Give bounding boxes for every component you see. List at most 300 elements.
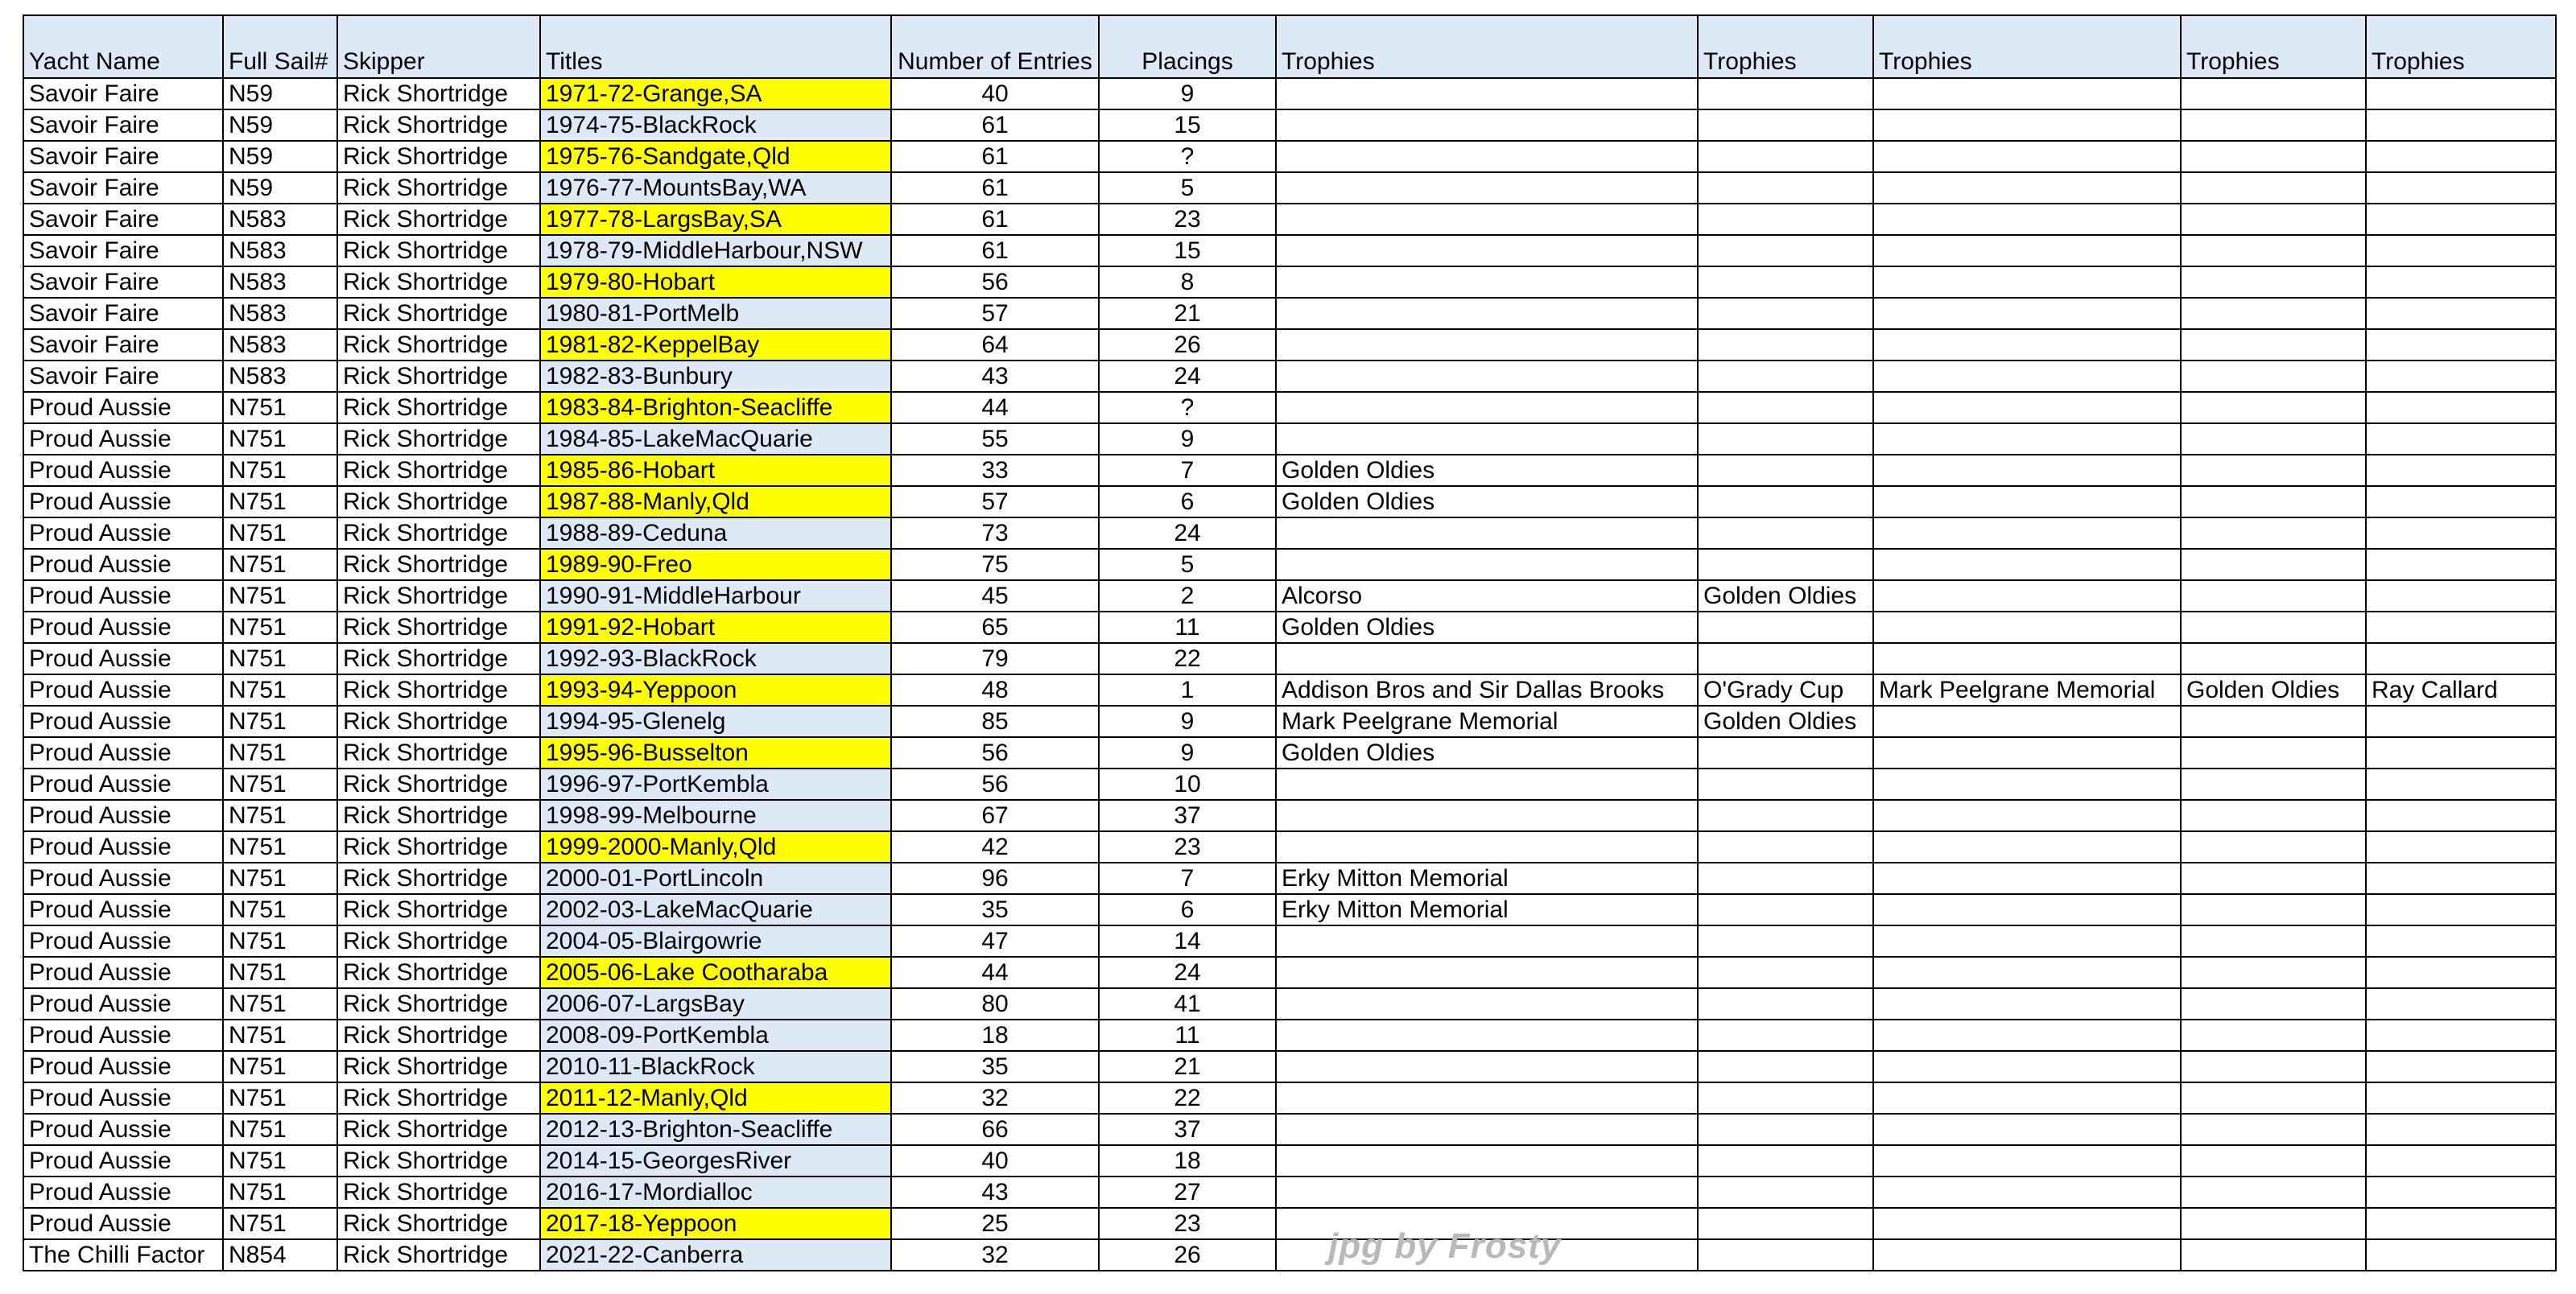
cell-title: 2021-22-Canberra	[540, 1239, 891, 1271]
cell-trophy-5	[2366, 1020, 2556, 1051]
cell-trophy-5	[2366, 141, 2556, 172]
cell-trophy-5	[2366, 863, 2556, 894]
cell-trophy-5	[2366, 204, 2556, 235]
cell-skipper: Rick Shortridge	[337, 172, 540, 204]
cell-entries: 85	[891, 706, 1099, 737]
cell-trophy-3	[1873, 329, 2181, 361]
cell-skipper: Rick Shortridge	[337, 612, 540, 643]
cell-entries: 57	[891, 486, 1099, 517]
cell-title: 1980-81-PortMelb	[540, 298, 891, 329]
cell-trophy-1	[1276, 204, 1698, 235]
cell-trophy-4	[2181, 455, 2366, 486]
table-row	[23, 1051, 2556, 1082]
cell-full-sail: N751	[223, 486, 337, 517]
cell-trophy-1	[1276, 800, 1698, 831]
cell-yacht-name: Proud Aussie	[23, 517, 223, 549]
cell-skipper: Rick Shortridge	[337, 737, 540, 769]
cell-entries: 44	[891, 392, 1099, 423]
table-row	[23, 643, 2556, 674]
cell-yacht-name: Savoir Faire	[23, 78, 223, 109]
cell-full-sail: N751	[223, 580, 337, 612]
header-row	[23, 15, 2556, 78]
cell-entries: 79	[891, 643, 1099, 674]
cell-trophy-5	[2366, 172, 2556, 204]
cell-trophy-1: Addison Bros and Sir Dallas Brooks	[1276, 674, 1698, 706]
cell-entries: 73	[891, 517, 1099, 549]
cell-yacht-name: Proud Aussie	[23, 1145, 223, 1177]
cell-full-sail: N751	[223, 863, 337, 894]
cell-trophy-4	[2181, 1177, 2366, 1208]
cell-title: 2000-01-PortLincoln	[540, 863, 891, 894]
cell-yacht-name: Savoir Faire	[23, 204, 223, 235]
cell-trophy-3	[1873, 706, 2181, 737]
table-row	[23, 863, 2556, 894]
table-row	[23, 706, 2556, 737]
cell-trophy-4	[2181, 580, 2366, 612]
cell-entries: 32	[891, 1239, 1099, 1271]
cell-title: 2010-11-BlackRock	[540, 1051, 891, 1082]
cell-trophy-5	[2366, 988, 2556, 1020]
table-row	[23, 486, 2556, 517]
cell-trophy-2	[1698, 612, 1873, 643]
cell-trophy-4	[2181, 109, 2366, 141]
cell-trophy-5	[2366, 706, 2556, 737]
cell-full-sail: N751	[223, 1051, 337, 1082]
cell-yacht-name: Proud Aussie	[23, 863, 223, 894]
cell-trophy-3	[1873, 1208, 2181, 1239]
cell-title: 2011-12-Manly,Qld	[540, 1082, 891, 1114]
cell-placing: 24	[1099, 517, 1276, 549]
cell-placing: 14	[1099, 925, 1276, 957]
cell-entries: 35	[891, 1051, 1099, 1082]
table-row	[23, 361, 2556, 392]
cell-full-sail: N751	[223, 957, 337, 988]
cell-yacht-name: Savoir Faire	[23, 266, 223, 298]
cell-title: 1978-79-MiddleHarbour,NSW	[540, 235, 891, 266]
cell-title: 1987-88-Manly,Qld	[540, 486, 891, 517]
cell-title: 2004-05-Blairgowrie	[540, 925, 891, 957]
cell-placing: 9	[1099, 706, 1276, 737]
cell-trophy-2	[1698, 361, 1873, 392]
cell-yacht-name: Proud Aussie	[23, 769, 223, 800]
watermark: jpg by Frosty	[1328, 1226, 1562, 1266]
cell-full-sail: N854	[223, 1239, 337, 1271]
cell-trophy-2	[1698, 549, 1873, 580]
cell-full-sail: N59	[223, 109, 337, 141]
cell-trophy-2	[1698, 204, 1873, 235]
cell-title: 1974-75-BlackRock	[540, 109, 891, 141]
cell-title: 1981-82-KeppelBay	[540, 329, 891, 361]
cell-full-sail: N583	[223, 329, 337, 361]
table-row	[23, 109, 2556, 141]
cell-title: 1999-2000-Manly,Qld	[540, 831, 891, 863]
cell-yacht-name: Proud Aussie	[23, 1082, 223, 1114]
cell-entries: 43	[891, 361, 1099, 392]
cell-trophy-2: O'Grady Cup	[1698, 674, 1873, 706]
cell-trophy-3	[1873, 1177, 2181, 1208]
cell-trophy-4	[2181, 737, 2366, 769]
cell-trophy-1	[1276, 298, 1698, 329]
cell-trophy-3	[1873, 1051, 2181, 1082]
cell-trophy-3	[1873, 204, 2181, 235]
cell-trophy-1: Erky Mitton Memorial	[1276, 894, 1698, 925]
cell-yacht-name: Proud Aussie	[23, 1208, 223, 1239]
cell-yacht-name: Proud Aussie	[23, 643, 223, 674]
cell-skipper: Rick Shortridge	[337, 392, 540, 423]
cell-skipper: Rick Shortridge	[337, 1051, 540, 1082]
cell-placing: 15	[1099, 235, 1276, 266]
cell-entries: 56	[891, 769, 1099, 800]
cell-title: 1984-85-LakeMacQuarie	[540, 423, 891, 455]
cell-yacht-name: Savoir Faire	[23, 141, 223, 172]
cell-entries: 43	[891, 1177, 1099, 1208]
cell-skipper: Rick Shortridge	[337, 988, 540, 1020]
cell-trophy-1: Erky Mitton Memorial	[1276, 863, 1698, 894]
cell-trophy-2	[1698, 894, 1873, 925]
table-row	[23, 423, 2556, 455]
cell-trophy-1	[1276, 769, 1698, 800]
cell-trophy-5	[2366, 1208, 2556, 1239]
cell-trophy-5	[2366, 517, 2556, 549]
cell-yacht-name: Proud Aussie	[23, 831, 223, 863]
cell-full-sail: N751	[223, 925, 337, 957]
cell-entries: 40	[891, 78, 1099, 109]
table-row	[23, 517, 2556, 549]
cell-title: 1971-72-Grange,SA	[540, 78, 891, 109]
cell-placing: 9	[1099, 423, 1276, 455]
table-row	[23, 674, 2556, 706]
cell-trophy-2: Golden Oldies	[1698, 706, 1873, 737]
cell-placing: 21	[1099, 298, 1276, 329]
cell-trophy-1: Golden Oldies	[1276, 486, 1698, 517]
cell-placing: 26	[1099, 1239, 1276, 1271]
cell-title: 1983-84-Brighton-Seacliffe	[540, 392, 891, 423]
cell-title: 2014-15-GeorgesRiver	[540, 1145, 891, 1177]
cell-trophy-2	[1698, 172, 1873, 204]
cell-entries: 18	[891, 1020, 1099, 1051]
cell-placing: 8	[1099, 266, 1276, 298]
header-skipper: Skipper	[337, 15, 540, 78]
table-row	[23, 988, 2556, 1020]
cell-trophy-5	[2366, 1082, 2556, 1114]
cell-trophy-3	[1873, 172, 2181, 204]
table-row	[23, 894, 2556, 925]
cell-full-sail: N751	[223, 831, 337, 863]
cell-full-sail: N751	[223, 455, 337, 486]
cell-full-sail: N751	[223, 517, 337, 549]
cell-trophy-4	[2181, 769, 2366, 800]
table-row	[23, 392, 2556, 423]
cell-placing: 9	[1099, 78, 1276, 109]
cell-placing: 27	[1099, 1177, 1276, 1208]
cell-trophy-2: Golden Oldies	[1698, 580, 1873, 612]
table-row	[23, 1082, 2556, 1114]
cell-full-sail: N751	[223, 988, 337, 1020]
cell-trophy-3	[1873, 580, 2181, 612]
cell-skipper: Rick Shortridge	[337, 109, 540, 141]
cell-trophy-1	[1276, 1051, 1698, 1082]
cell-trophy-1: Alcorso	[1276, 580, 1698, 612]
cell-trophy-4	[2181, 517, 2366, 549]
cell-trophy-2	[1698, 1020, 1873, 1051]
table-row	[23, 737, 2556, 769]
cell-placing: ?	[1099, 392, 1276, 423]
cell-trophy-1	[1276, 109, 1698, 141]
cell-skipper: Rick Shortridge	[337, 1145, 540, 1177]
cell-title: 1976-77-MountsBay,WA	[540, 172, 891, 204]
cell-full-sail: N583	[223, 235, 337, 266]
header-placings: Placings	[1099, 15, 1276, 78]
cell-trophy-3	[1873, 266, 2181, 298]
cell-placing: 6	[1099, 894, 1276, 925]
cell-trophy-3	[1873, 361, 2181, 392]
cell-skipper: Rick Shortridge	[337, 863, 540, 894]
cell-trophy-1	[1276, 643, 1698, 674]
cell-entries: 40	[891, 1145, 1099, 1177]
cell-skipper: Rick Shortridge	[337, 1082, 540, 1114]
cell-trophy-2	[1698, 769, 1873, 800]
cell-trophy-1	[1276, 1082, 1698, 1114]
cell-full-sail: N59	[223, 172, 337, 204]
header-titles: Titles	[540, 15, 891, 78]
cell-trophy-3	[1873, 831, 2181, 863]
cell-trophy-4	[2181, 800, 2366, 831]
cell-trophy-3	[1873, 612, 2181, 643]
cell-trophy-2	[1698, 1239, 1873, 1271]
cell-placing: 24	[1099, 957, 1276, 988]
cell-trophy-4: Golden Oldies	[2181, 674, 2366, 706]
cell-entries: 48	[891, 674, 1099, 706]
cell-entries: 64	[891, 329, 1099, 361]
cell-trophy-1	[1276, 549, 1698, 580]
cell-yacht-name: Proud Aussie	[23, 392, 223, 423]
cell-trophy-3	[1873, 769, 2181, 800]
table-row	[23, 1239, 2556, 1271]
cell-trophy-5	[2366, 957, 2556, 988]
cell-placing: 11	[1099, 1020, 1276, 1051]
cell-yacht-name: Proud Aussie	[23, 988, 223, 1020]
cell-trophy-1	[1276, 1145, 1698, 1177]
cell-yacht-name: The Chilli Factor	[23, 1239, 223, 1271]
cell-trophy-3	[1873, 957, 2181, 988]
cell-yacht-name: Proud Aussie	[23, 925, 223, 957]
cell-full-sail: N751	[223, 549, 337, 580]
cell-trophy-4	[2181, 204, 2366, 235]
cell-trophy-4	[2181, 1208, 2366, 1239]
cell-trophy-5	[2366, 486, 2556, 517]
cell-trophy-5	[2366, 737, 2556, 769]
cell-trophy-3	[1873, 423, 2181, 455]
cell-placing: 37	[1099, 800, 1276, 831]
cell-trophy-3	[1873, 1082, 2181, 1114]
cell-trophy-2	[1698, 1051, 1873, 1082]
cell-full-sail: N751	[223, 1177, 337, 1208]
table-row	[23, 1145, 2556, 1177]
cell-full-sail: N751	[223, 769, 337, 800]
cell-skipper: Rick Shortridge	[337, 423, 540, 455]
cell-trophy-5	[2366, 423, 2556, 455]
cell-trophy-3	[1873, 298, 2181, 329]
cell-trophy-5	[2366, 831, 2556, 863]
header-number-of-entries: Number of Entries	[891, 15, 1099, 78]
cell-trophy-3	[1873, 643, 2181, 674]
cell-trophy-5	[2366, 1051, 2556, 1082]
cell-yacht-name: Proud Aussie	[23, 1051, 223, 1082]
cell-trophy-5	[2366, 78, 2556, 109]
cell-trophy-5	[2366, 549, 2556, 580]
cell-skipper: Rick Shortridge	[337, 925, 540, 957]
cell-trophy-2	[1698, 1208, 1873, 1239]
cell-trophy-2	[1698, 1114, 1873, 1145]
cell-trophy-2	[1698, 1082, 1873, 1114]
cell-trophy-3	[1873, 549, 2181, 580]
cell-trophy-5: Ray Callard	[2366, 674, 2556, 706]
cell-trophy-5	[2366, 612, 2556, 643]
cell-trophy-4	[2181, 266, 2366, 298]
cell-trophy-5	[2366, 266, 2556, 298]
table-row	[23, 172, 2556, 204]
cell-entries: 35	[891, 894, 1099, 925]
table-row	[23, 78, 2556, 109]
cell-full-sail: N751	[223, 1145, 337, 1177]
cell-title: 2006-07-LargsBay	[540, 988, 891, 1020]
cell-trophy-5	[2366, 1177, 2556, 1208]
cell-trophy-1: Golden Oldies	[1276, 612, 1698, 643]
cell-placing: 15	[1099, 109, 1276, 141]
cell-trophy-2	[1698, 392, 1873, 423]
cell-title: 1992-93-BlackRock	[540, 643, 891, 674]
cell-trophy-5	[2366, 361, 2556, 392]
cell-trophy-3	[1873, 894, 2181, 925]
cell-placing: 22	[1099, 643, 1276, 674]
cell-placing: 9	[1099, 737, 1276, 769]
cell-skipper: Rick Shortridge	[337, 361, 540, 392]
table-row	[23, 1020, 2556, 1051]
cell-yacht-name: Proud Aussie	[23, 674, 223, 706]
cell-placing: 18	[1099, 1145, 1276, 1177]
cell-trophy-5	[2366, 1114, 2556, 1145]
header-trophies-1: Trophies	[1276, 15, 1698, 78]
cell-trophy-2	[1698, 423, 1873, 455]
cell-trophy-5	[2366, 235, 2556, 266]
cell-full-sail: N583	[223, 298, 337, 329]
cell-placing: 37	[1099, 1114, 1276, 1145]
cell-yacht-name: Savoir Faire	[23, 361, 223, 392]
cell-entries: 96	[891, 863, 1099, 894]
cell-full-sail: N59	[223, 141, 337, 172]
cell-skipper: Rick Shortridge	[337, 455, 540, 486]
cell-skipper: Rick Shortridge	[337, 486, 540, 517]
cell-trophy-2	[1698, 517, 1873, 549]
cell-yacht-name: Proud Aussie	[23, 894, 223, 925]
header-trophies-4: Trophies	[2181, 15, 2366, 78]
table-row	[23, 298, 2556, 329]
cell-title: 1994-95-Glenelg	[540, 706, 891, 737]
cell-skipper: Rick Shortridge	[337, 643, 540, 674]
cell-placing: 22	[1099, 1082, 1276, 1114]
cell-trophy-4	[2181, 1020, 2366, 1051]
cell-skipper: Rick Shortridge	[337, 1239, 540, 1271]
cell-yacht-name: Proud Aussie	[23, 455, 223, 486]
titles-table	[23, 14, 2557, 1271]
cell-entries: 42	[891, 831, 1099, 863]
table-row	[23, 455, 2556, 486]
cell-trophy-5	[2366, 800, 2556, 831]
cell-skipper: Rick Shortridge	[337, 706, 540, 737]
cell-skipper: Rick Shortridge	[337, 831, 540, 863]
cell-yacht-name: Savoir Faire	[23, 109, 223, 141]
cell-placing: 23	[1099, 204, 1276, 235]
cell-trophy-2	[1698, 1177, 1873, 1208]
cell-trophy-4	[2181, 925, 2366, 957]
cell-trophy-4	[2181, 894, 2366, 925]
cell-trophy-3	[1873, 1239, 2181, 1271]
cell-title: 1998-99-Melbourne	[540, 800, 891, 831]
cell-trophy-3	[1873, 486, 2181, 517]
cell-entries: 80	[891, 988, 1099, 1020]
cell-trophy-3	[1873, 78, 2181, 109]
cell-skipper: Rick Shortridge	[337, 800, 540, 831]
table-row	[23, 831, 2556, 863]
cell-yacht-name: Proud Aussie	[23, 423, 223, 455]
cell-yacht-name: Proud Aussie	[23, 486, 223, 517]
cell-trophy-2	[1698, 266, 1873, 298]
cell-trophy-1	[1276, 957, 1698, 988]
cell-placing: 7	[1099, 455, 1276, 486]
cell-trophy-4	[2181, 423, 2366, 455]
table-row	[23, 800, 2556, 831]
cell-yacht-name: Proud Aussie	[23, 1177, 223, 1208]
cell-trophy-1	[1276, 988, 1698, 1020]
cell-skipper: Rick Shortridge	[337, 1208, 540, 1239]
cell-title: 1979-80-Hobart	[540, 266, 891, 298]
cell-entries: 45	[891, 580, 1099, 612]
cell-placing: 10	[1099, 769, 1276, 800]
cell-entries: 57	[891, 298, 1099, 329]
cell-yacht-name: Proud Aussie	[23, 800, 223, 831]
cell-trophy-2	[1698, 235, 1873, 266]
cell-trophy-3	[1873, 455, 2181, 486]
cell-trophy-2	[1698, 988, 1873, 1020]
cell-title: 2016-17-Mordialloc	[540, 1177, 891, 1208]
cell-title: 1982-83-Bunbury	[540, 361, 891, 392]
cell-trophy-2	[1698, 141, 1873, 172]
cell-full-sail: N751	[223, 423, 337, 455]
cell-skipper: Rick Shortridge	[337, 298, 540, 329]
header-full-sail: Full Sail#	[223, 15, 337, 78]
cell-placing: ?	[1099, 141, 1276, 172]
cell-trophy-4	[2181, 831, 2366, 863]
cell-placing: 11	[1099, 612, 1276, 643]
cell-trophy-3	[1873, 141, 2181, 172]
cell-title: 1996-97-PortKembla	[540, 769, 891, 800]
cell-placing: 23	[1099, 1208, 1276, 1239]
cell-entries: 55	[891, 423, 1099, 455]
cell-title: 2012-13-Brighton-Seacliffe	[540, 1114, 891, 1145]
cell-skipper: Rick Shortridge	[337, 1114, 540, 1145]
cell-full-sail: N583	[223, 204, 337, 235]
cell-trophy-2	[1698, 486, 1873, 517]
cell-trophy-1	[1276, 141, 1698, 172]
cell-trophy-1	[1276, 831, 1698, 863]
cell-yacht-name: Proud Aussie	[23, 957, 223, 988]
cell-trophy-2	[1698, 863, 1873, 894]
cell-trophy-1	[1276, 1020, 1698, 1051]
cell-trophy-5	[2366, 1239, 2556, 1271]
header-trophies-2: Trophies	[1698, 15, 1873, 78]
cell-placing: 21	[1099, 1051, 1276, 1082]
cell-trophy-4	[2181, 329, 2366, 361]
